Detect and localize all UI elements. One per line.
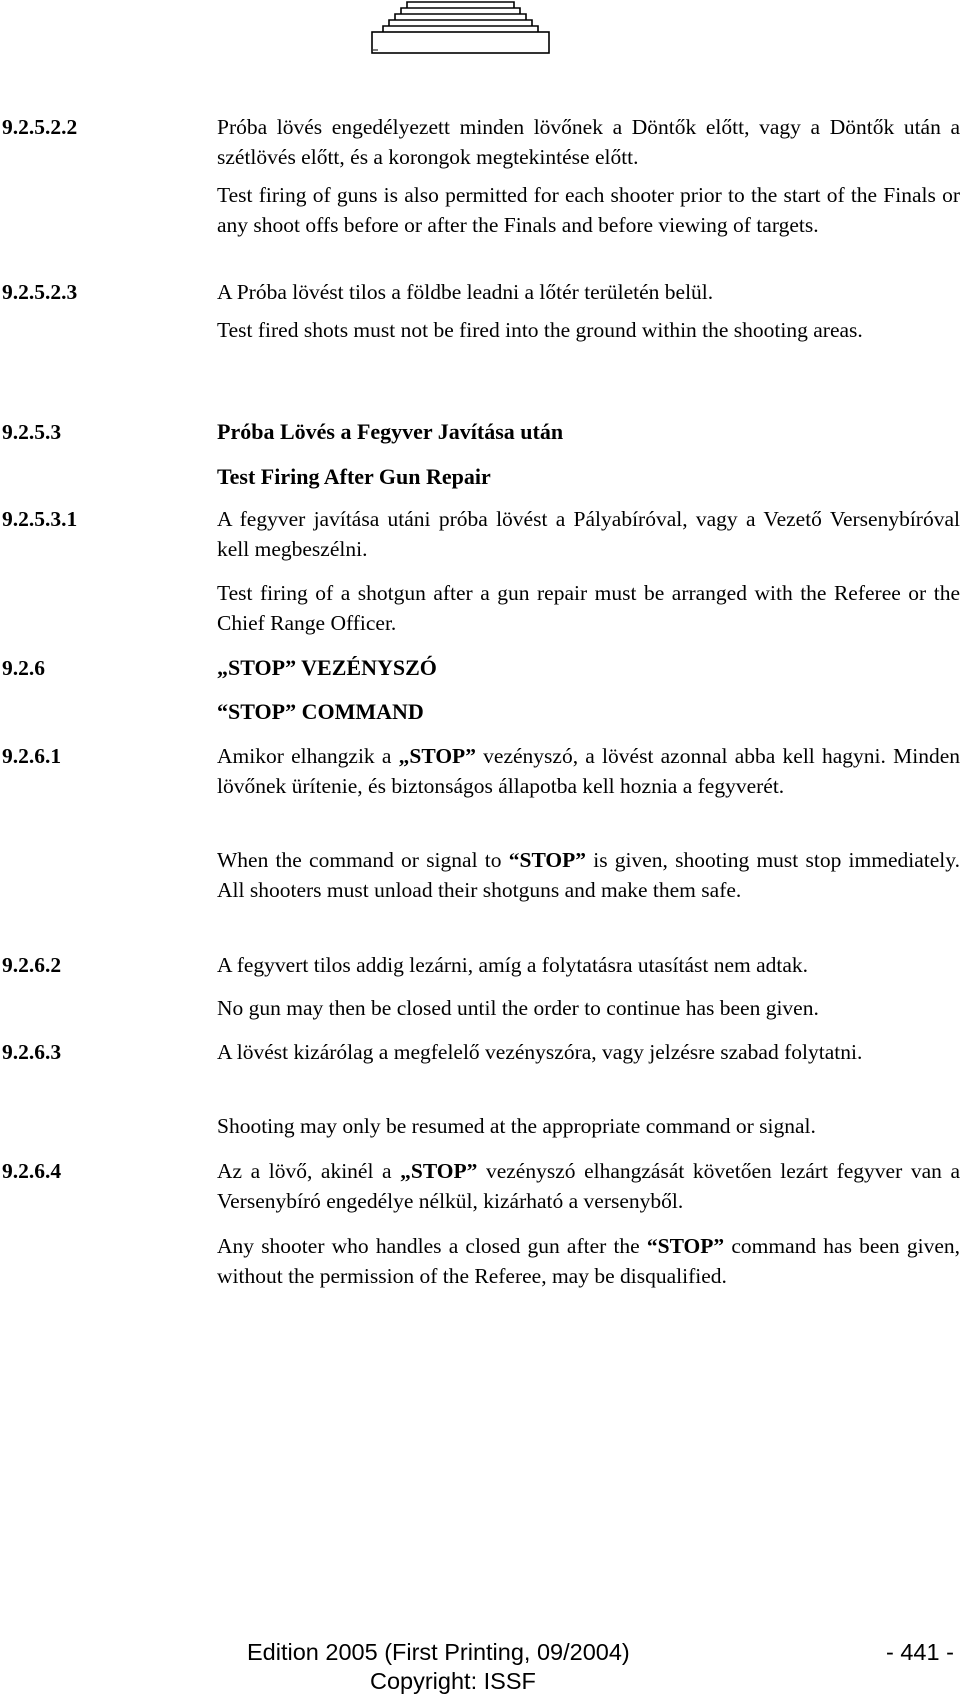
section-number: 9.2.6: [2, 656, 45, 680]
section-text-en: Test fired shots must not be fired into the ground within the shooting areas.: [217, 318, 863, 342]
section-text-hu: Amikor elhangzik a „STOP” vezényszó, a lövést azonnal abba kell hagyni. Minden lövőnek ürítenie, és biztonságos állapotba kell hoznia a fegyverét.: [217, 744, 960, 798]
section-number: 9.2.5.2.2: [2, 115, 78, 139]
section-number: 9.2.6.4: [2, 1159, 62, 1183]
section-number: 9.2.6.2: [2, 953, 62, 977]
section-number: 9.2.5.3: [2, 420, 62, 444]
section-heading-en: “STOP” COMMAND: [217, 699, 424, 724]
section-number: 9.2.6.3: [2, 1040, 62, 1064]
section-number: 9.2.6.1: [2, 744, 62, 768]
section-text-en: Test firing of a shotgun after a gun repair must be arranged with the Referee or the Chief Range Officer.: [217, 581, 960, 635]
section-text-hu: A fegyver javítása utáni próba lövést a Pályabíróval, vagy a Vezető Versenybíróval kell megbeszélni.: [217, 507, 960, 561]
footer-page-number: - 441 -: [886, 1639, 954, 1665]
section-text-en: Any shooter who handles a closed gun after the “STOP” command has been given, without the permission of the Referee, may be disqualified.: [217, 1234, 960, 1288]
issf-logo-icon: [369, 0, 553, 56]
section-text-en: Shooting may only be resumed at the appropriate command or signal.: [217, 1114, 816, 1138]
stop-keyword: „STOP”: [400, 1159, 478, 1183]
section-text-hu: Az a lövő, akinél a „STOP” vezényszó elhangzását követően lezárt fegyver van a Versenybíró engedélye nélkül, kizárható a versenyből.: [217, 1159, 960, 1213]
section-text-hu: A Próba lövést tilos a földbe leadni a lőtér területén belül.: [217, 280, 714, 304]
section-text-en: Test firing of guns is also permitted for each shooter prior to the start of the Finals or any shoot offs before or after the Finals and before viewing of targets.: [217, 183, 960, 237]
section-text-en: No gun may then be closed until the order to continue has been given.: [217, 996, 819, 1020]
section-text-en: When the command or signal to “STOP” is given, shooting must stop immediately. All shooters must unload their shotguns and make them safe.: [217, 848, 960, 902]
section-number: 9.2.5.3.1: [2, 507, 78, 531]
stop-keyword: „STOP”: [398, 744, 476, 768]
section-heading-hu: Próba Lövés a Fegyver Javítása után: [217, 419, 564, 444]
section-heading-hu: „STOP” VEZÉNYSZÓ: [217, 655, 437, 680]
stop-keyword: “STOP”: [646, 1234, 725, 1258]
section-text-hu: A lövést kizárólag a megfelelő vezényszóra, vagy jelzésre szabad folytatni.: [217, 1040, 863, 1064]
section-heading-en: Test Firing After Gun Repair: [217, 464, 491, 489]
section-number: 9.2.5.2.3: [2, 280, 78, 304]
footer-copyright: Copyright: ISSF: [370, 1668, 536, 1694]
stop-keyword: “STOP”: [508, 848, 586, 872]
section-text-hu: A fegyvert tilos addig lezárni, amíg a folytatásra utasítást nem adtak.: [217, 953, 809, 977]
section-text-hu: Próba lövés engedélyezett minden lövőnek a Döntők előtt, vagy a Döntők után a szétlövés előtt, és a korongok megtekintése előtt.: [217, 115, 960, 169]
footer-edition: Edition 2005 (First Printing, 09/2004): [247, 1639, 630, 1665]
